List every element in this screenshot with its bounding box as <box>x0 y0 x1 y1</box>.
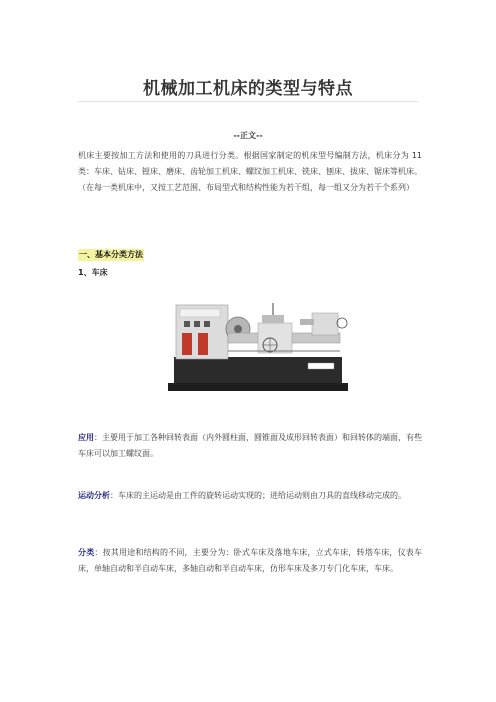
application-text: ：主要用于加工各种回转表面（内外圆柱面，圆锥面及成形回转表面）和回转体的端面，有些车床可以加工螺纹面。 <box>78 433 422 458</box>
classification-text: ：按其用途和结构的不同，主要分为：卧式车床及落地车床，立式车床，转塔车床，仪表车床，单轴自动和半自动车床，多轴自动和半自动车床，仿形车床及多刀专门化车床，车床。 <box>78 548 422 573</box>
title-divider <box>78 101 418 102</box>
sub-heading-lathe: 1、车床 <box>78 268 108 277</box>
application-paragraph <box>78 430 422 462</box>
section-heading-basic-classification: 一、基本分类方法 <box>79 250 143 259</box>
body-subheading: --正文-- <box>233 131 263 140</box>
motion-analysis-text: ：车床的主运动是由工件的旋转运动实现的；进给运动则由刀具的直线移动完成的。 <box>110 491 406 500</box>
intro-paragraph: 机床主要按加工方法和使用的刀具进行分类。根据国家制定的机床型号编制方法，机床分为 11 类：车床、钻床、镗床、磨床、齿轮加工机床、螺纹加工机床、铣床、刨床、拔床、锯床等机床。（在每一类机床中，又按工艺范围、布局型式和结构性能为若干组，每一组又分为若干个系列） <box>78 151 422 192</box>
page-title: 机械加工机床的类型与特点 <box>143 79 353 99</box>
classification-paragraph <box>78 545 422 577</box>
application-label: 应用 <box>78 433 94 442</box>
classification-label: 分类 <box>78 548 95 557</box>
motion-analysis-paragraph <box>78 488 422 504</box>
lathe-machine-image <box>158 287 354 399</box>
motion-analysis-label: 运动分析 <box>78 491 110 500</box>
